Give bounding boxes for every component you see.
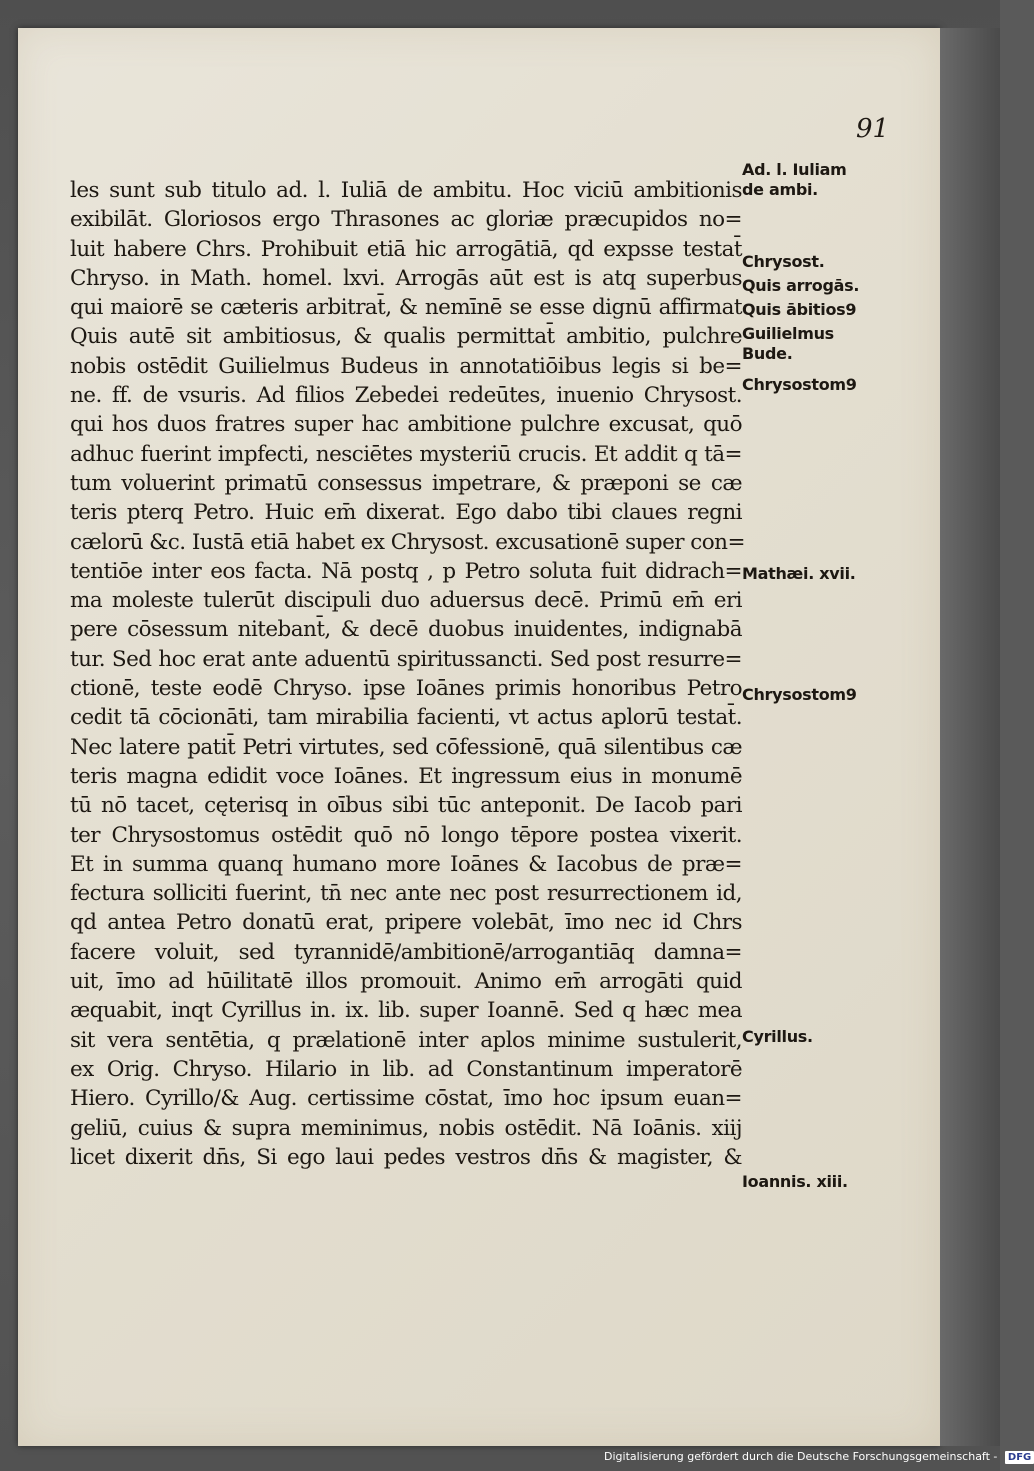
margin-note-line: Quis ābitios9 [742,300,857,319]
text-line: les sunt sub titulo ad. l. Iuliā de ambitu. Hoc viciū ambitionis [70,178,742,203]
text-line: tur. Sed hoc erat ante aduentū spiritussancti. Sed post resurre= [70,646,742,672]
text-line: nobis ostēdit Guilielmus Budeus in annotatiōibus legis si be= [70,353,742,379]
text-line: exibilāt. Gloriosos ergo Thrasones ac gloriæ præcupidos no= [70,207,742,233]
margin-note-quis-arrogans [742,276,859,296]
text-line: tentiōe inter eos facta. Nā postq , p Petro soluta fuit didrach= [70,558,742,584]
margin-note-cyrillus [742,1027,813,1047]
margin-note-budeus [742,324,834,364]
text-line: geliū, cuius & supra meminimus, nobis ostēdit. Nā Ioānis. xiij [70,1115,742,1141]
text-line: ma moleste tulerūt discipuli duo aduersus decē. Primū em̄ eri [70,588,742,614]
text-line: Quis autē sit ambitiosus, & qualis permittat̄ ambitio, pulchre [70,324,742,350]
margin-note-line: Bude. [742,344,793,363]
text-line: tum voluerint primatū consessus impetrare, & præponi se cæ [70,470,742,496]
margin-note-quis-ambitiosus [742,300,856,320]
dfg-credit-text: Digitalisierung gefördert durch die Deutsche Forschungsgemeinschaft - [604,1450,998,1463]
body-text [70,176,745,1172]
dfg-logo: DFG [1005,1451,1034,1464]
margin-note-line: Ioannis. xiii. [742,1172,848,1191]
margin-note-lex-iulia [742,160,847,200]
text-line: facere voluit, sed tyrannidē/ambitionē/arrogantiāq damna= [70,939,742,965]
text-line: adhuc fuerint impfecti, nesciētes mysteriū crucis. Et addit q tā= [70,441,742,467]
margin-note-line: Quis arrogās. [742,276,860,295]
margin-note-ioannis [742,1172,848,1192]
margin-note-chrysost [742,252,825,272]
text-line: licet dixerit dn̄s, Si ego laui pedes vestros dn̄s & magister, & [70,1144,742,1170]
scanned-page [18,28,940,1446]
text-line: pere cōsessum nitebant̄, & decē duobus inuidentes, indignabā [70,617,742,643]
text-line: Chryso. in Math. homel. lxvi. Arrogās aūt est is atq superbus [70,265,742,291]
text-line: æquabit, inqt Cyrillus in. ix. lib. super Ioannē. Sed q hæc mea [70,998,742,1024]
text-line: Et in summa quanq humano more Ioānes & Iacobus de præ= [70,851,742,877]
text-line: ter Chrysostomus ostēdit quō nō longo tēpore postea vixerit. [70,822,742,848]
text-line: qui maiorē se cæteris arbitrat̄, & nemīnē se esse dignū affirmat [70,295,742,321]
margin-note-line: Guilielmus [742,324,834,343]
text-line: luit habere Chrs. Prohibuit etiā hic arrogātiā, qd expsse testat̄ [70,236,742,262]
margin-note-line: Chrysostom9 [742,685,857,704]
dfg-credit [604,1450,1034,1464]
margin-note-line: Mathæi. xvii. [742,564,856,583]
text-line: ne. ff. de vsuris. Ad filios Zebedei redeūtes, inuenio Chrysost. [70,383,742,409]
text-line: cælorū &c. Iustā etiā habet ex Chrysost. excusationē super con= [70,529,745,555]
margin-note-line: Chrysost. [742,252,825,271]
text-line: qd antea Petro donatū erat, pripere volebāt, īmo nec id Chrs [70,910,742,936]
margin-note-mathaei [742,564,856,584]
margin-note-chrysostomus-1 [742,375,857,395]
text-line: fectura solliciti fuerint, tn̄ nec ante nec post resurrectionem id, [70,881,742,907]
text-line: uit, īmo ad hūilitatē illos promouit. Animo em̄ arrogāti quid [70,969,742,995]
text-line: teris pterq Petro. Huic em̄ dixerat. Ego dabo tibi claues regni [70,500,742,526]
text-line: ctionē, teste eodē Chryso. ipse Ioānes primis honoribus Petro [70,676,742,702]
text-line: tū nō tacet, cęterisq in oībus sibi tūc anteponit. De Iacob pari [70,793,742,819]
margin-note-line: de ambi. [742,180,818,199]
text-line: Nec latere patit̄ Petri virtutes, sed cōfessionē, quā silentibus cæ [70,734,742,760]
margin-note-line: Ad. l. Iuliam [742,160,847,179]
text-line: sit vera sentētia, q prælationē inter aplos minime sustulerit, [70,1027,742,1053]
folio-number: 91 [856,114,890,144]
margin-note-line: Chrysostom9 [742,375,857,394]
text-line: Hiero. Cyrillo/& Aug. certissime cōstat, īmo hoc ipsum euan= [70,1086,742,1112]
margin-note-line: Cyrillus. [742,1027,813,1046]
text-line: teris magna edidit voce Ioānes. Et ingressum eius in monumē [70,763,742,789]
text-line: qui hos duos fratres super hac ambitione pulchre excusat, quō [70,412,742,438]
margin-note-chrysostomus-2 [742,685,857,705]
page-edge-shadow [940,28,1000,1446]
text-line: ex Orig. Chryso. Hilario in lib. ad Constantinum imperatorē [70,1056,742,1082]
text-line: cedit tā cōcionāti, tam mirabilia facienti, vt actus aplorū testat̄. [70,705,742,731]
